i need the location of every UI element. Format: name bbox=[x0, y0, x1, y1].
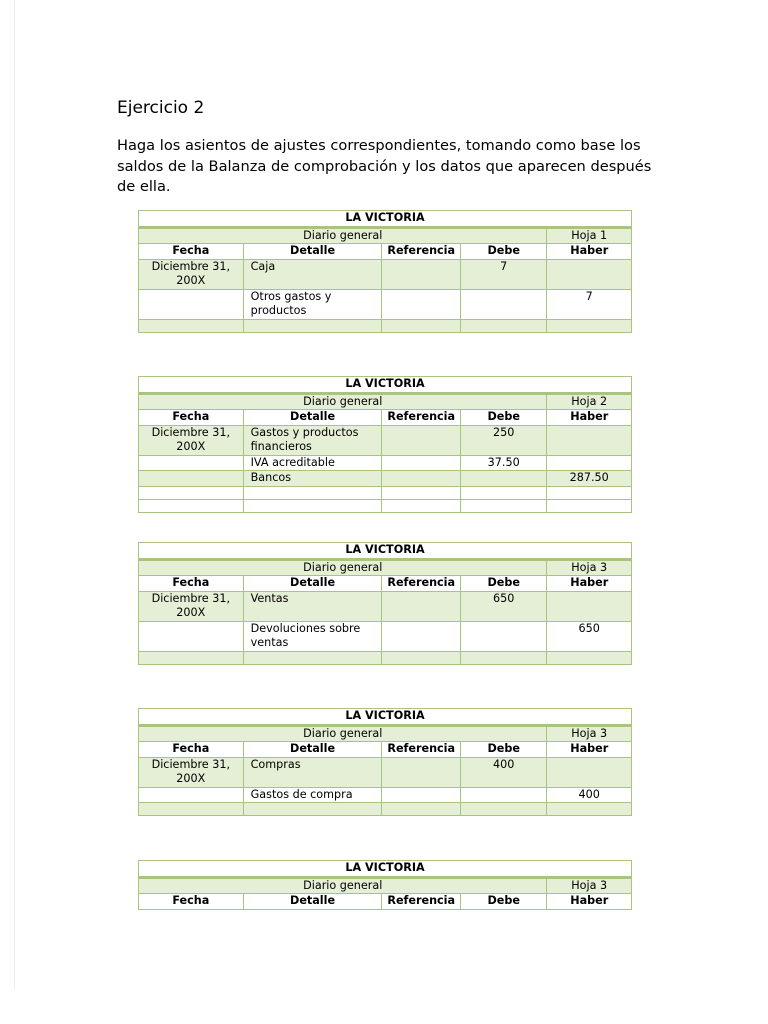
cell-haber: 7 bbox=[547, 289, 632, 319]
column-header-fecha: Fecha bbox=[139, 742, 244, 758]
sheet-number: Hoja 2 bbox=[547, 393, 632, 410]
cell-haber: 287.50 bbox=[547, 471, 632, 487]
cell-referencia bbox=[382, 455, 460, 471]
cell-debe: 250 bbox=[460, 425, 547, 455]
column-header-fecha: Fecha bbox=[139, 576, 244, 592]
table-row bbox=[139, 591, 632, 621]
cell-detalle: Bancos bbox=[243, 471, 382, 487]
company-name: LA VICTORIA bbox=[139, 543, 632, 560]
cell-debe bbox=[460, 289, 547, 319]
cell-detalle: Gastos de compra bbox=[243, 787, 382, 803]
cell-detalle: Devoluciones sobre ventas bbox=[243, 621, 382, 651]
column-header-debe: Debe bbox=[460, 576, 547, 592]
journal-table bbox=[138, 542, 632, 665]
journal-table bbox=[138, 708, 632, 816]
journal-name: Diario general bbox=[139, 725, 547, 742]
cell-detalle: Ventas bbox=[243, 591, 382, 621]
table-row bbox=[139, 621, 632, 651]
table-row bbox=[139, 425, 632, 455]
cell-detalle: Caja bbox=[243, 259, 382, 289]
column-header-referencia: Referencia bbox=[382, 742, 460, 758]
column-header-haber: Haber bbox=[547, 742, 632, 758]
company-name: LA VICTORIA bbox=[139, 861, 632, 878]
cell-debe: 400 bbox=[460, 757, 547, 787]
cell-haber bbox=[547, 757, 632, 787]
table-row bbox=[139, 455, 632, 471]
column-header-referencia: Referencia bbox=[382, 244, 460, 260]
table-row bbox=[139, 289, 632, 319]
cell-haber bbox=[547, 591, 632, 621]
column-header-detalle: Detalle bbox=[243, 576, 382, 592]
journal-table bbox=[138, 210, 632, 333]
column-header-referencia: Referencia bbox=[382, 894, 460, 910]
column-header-fecha: Fecha bbox=[139, 244, 244, 260]
cell-debe bbox=[460, 621, 547, 651]
cell-fecha: Diciembre 31, 200X bbox=[139, 757, 244, 787]
cell-fecha bbox=[139, 621, 244, 651]
journal-name: Diario general bbox=[139, 227, 547, 244]
empty-row bbox=[139, 651, 632, 664]
instructions: Haga los asientos de ajustes correspondientes, tomando como base los saldos de la Balanza de comprobación y los datos que aparecen después de ella. bbox=[117, 137, 652, 195]
cell-haber bbox=[547, 425, 632, 455]
cell-debe: 650 bbox=[460, 591, 547, 621]
cell-fecha: Diciembre 31, 200X bbox=[139, 591, 244, 621]
journal-name: Diario general bbox=[139, 393, 547, 410]
column-header-haber: Haber bbox=[547, 244, 632, 260]
column-header-debe: Debe bbox=[460, 742, 547, 758]
page-edge bbox=[14, 0, 15, 990]
cell-referencia bbox=[382, 425, 460, 455]
column-header-fecha: Fecha bbox=[139, 894, 244, 910]
cell-fecha: Diciembre 31, 200X bbox=[139, 425, 244, 455]
table-row bbox=[139, 471, 632, 487]
page-title: Ejercicio 2 bbox=[117, 98, 205, 118]
company-name: LA VICTORIA bbox=[139, 211, 632, 228]
column-header-detalle: Detalle bbox=[243, 244, 382, 260]
empty-row bbox=[139, 319, 632, 332]
cell-debe bbox=[460, 471, 547, 487]
cell-fecha bbox=[139, 289, 244, 319]
cell-detalle: IVA acreditable bbox=[243, 455, 382, 471]
sheet-number: Hoja 3 bbox=[547, 877, 632, 894]
cell-referencia bbox=[382, 289, 460, 319]
company-name: LA VICTORIA bbox=[139, 709, 632, 726]
column-header-row bbox=[139, 244, 632, 260]
table-row bbox=[139, 259, 632, 289]
column-header-debe: Debe bbox=[460, 410, 547, 426]
column-header-row bbox=[139, 742, 632, 758]
journal-name: Diario general bbox=[139, 559, 547, 576]
cell-haber: 650 bbox=[547, 621, 632, 651]
column-header-haber: Haber bbox=[547, 410, 632, 426]
cell-detalle: Gastos y productos financieros bbox=[243, 425, 382, 455]
column-header-detalle: Detalle bbox=[243, 894, 382, 910]
sheet-number: Hoja 1 bbox=[547, 227, 632, 244]
journal-name: Diario general bbox=[139, 877, 547, 894]
cell-referencia bbox=[382, 259, 460, 289]
cell-fecha: Diciembre 31, 200X bbox=[139, 259, 244, 289]
cell-debe: 37.50 bbox=[460, 455, 547, 471]
column-header-detalle: Detalle bbox=[243, 410, 382, 426]
column-header-row bbox=[139, 894, 632, 910]
column-header-debe: Debe bbox=[460, 894, 547, 910]
column-header-debe: Debe bbox=[460, 244, 547, 260]
empty-row bbox=[139, 499, 632, 512]
journal-table bbox=[138, 376, 632, 513]
column-header-referencia: Referencia bbox=[382, 576, 460, 592]
cell-haber bbox=[547, 455, 632, 471]
column-header-row bbox=[139, 576, 632, 592]
cell-haber bbox=[547, 259, 632, 289]
column-header-row bbox=[139, 410, 632, 426]
column-header-haber: Haber bbox=[547, 894, 632, 910]
cell-detalle: Compras bbox=[243, 757, 382, 787]
sheet-number: Hoja 3 bbox=[547, 559, 632, 576]
cell-detalle: Otros gastos y productos bbox=[243, 289, 382, 319]
cell-fecha bbox=[139, 455, 244, 471]
cell-fecha bbox=[139, 471, 244, 487]
column-header-haber: Haber bbox=[547, 576, 632, 592]
column-header-referencia: Referencia bbox=[382, 410, 460, 426]
cell-referencia bbox=[382, 757, 460, 787]
cell-referencia bbox=[382, 591, 460, 621]
column-header-fecha: Fecha bbox=[139, 410, 244, 426]
empty-row bbox=[139, 803, 632, 816]
table-row bbox=[139, 757, 632, 787]
cell-referencia bbox=[382, 471, 460, 487]
sheet-number: Hoja 3 bbox=[547, 725, 632, 742]
cell-referencia bbox=[382, 787, 460, 803]
journal-table bbox=[138, 860, 632, 910]
cell-fecha bbox=[139, 787, 244, 803]
empty-row bbox=[139, 486, 632, 499]
cell-haber: 400 bbox=[547, 787, 632, 803]
table-row bbox=[139, 787, 632, 803]
cell-referencia bbox=[382, 621, 460, 651]
cell-debe: 7 bbox=[460, 259, 547, 289]
company-name: LA VICTORIA bbox=[139, 377, 632, 394]
column-header-detalle: Detalle bbox=[243, 742, 382, 758]
cell-debe bbox=[460, 787, 547, 803]
